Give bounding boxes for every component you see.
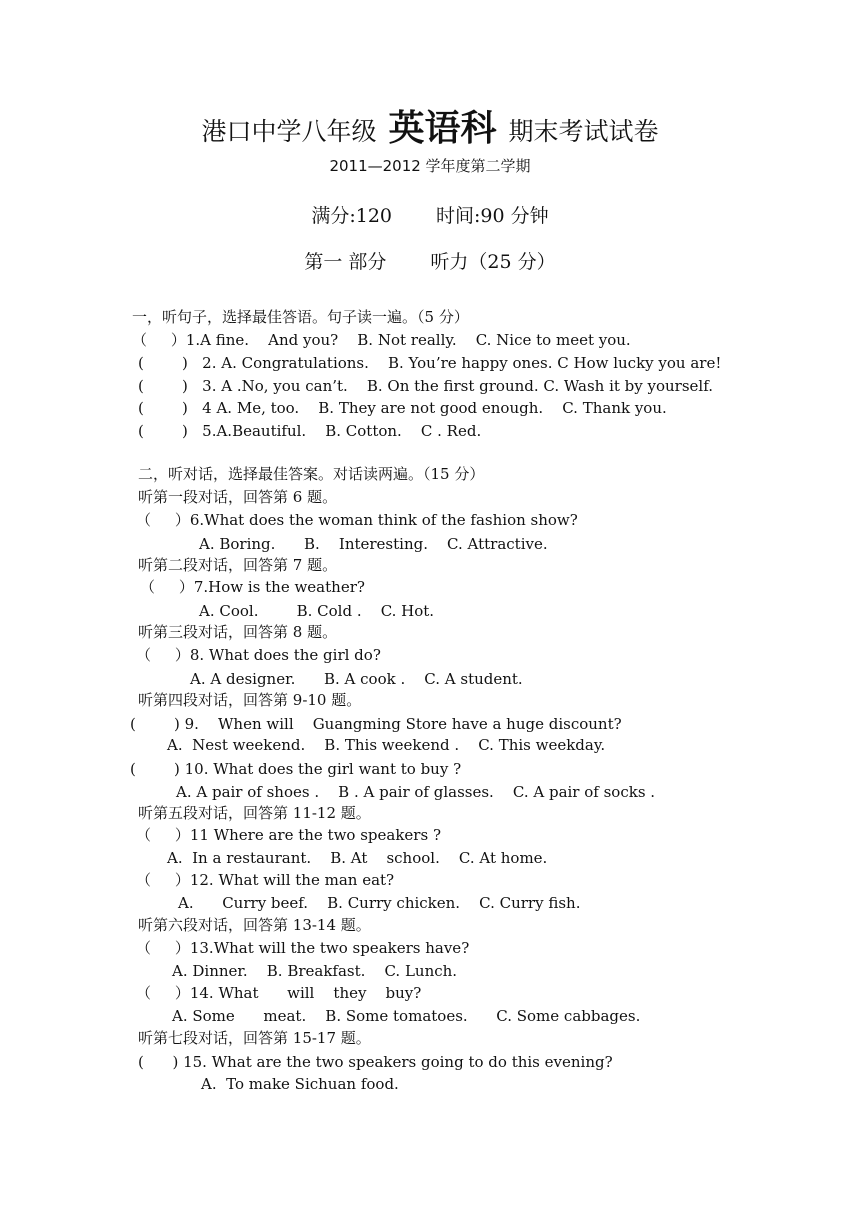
options-line: A. To make Sichuan food. <box>201 1075 399 1093</box>
question-line: （ ）7.How is the weather? <box>140 578 365 596</box>
options-line: A. Nest weekend. B. This weekend . C. This weekday. <box>167 736 606 754</box>
dialogue-heading: 听第六段对话，回答第 13-14 题。 <box>138 916 371 934</box>
exam-title <box>0 106 860 154</box>
dialogue-heading: 听第三段对话，回答第 8 题。 <box>138 623 338 641</box>
question-line: （ ）8. What does the girl do? <box>136 646 381 664</box>
score-time-line <box>0 201 860 228</box>
options-line: A. Dinner. B. Breakfast. C. Lunch. <box>172 962 458 980</box>
dialogue-heading: 听第四段对话，回答第 9-10 题。 <box>138 691 362 709</box>
question-line: ( ) 4 A. Me, too. B. They are not good enough. C. Thank you. <box>138 399 667 417</box>
question-line: ( ) 3. A .No, you can’t. B. On the first ground. C. Wash it by yourself. <box>138 377 714 395</box>
question-line: （ ）1.A fine. And you? B. Not really. C. Nice to meet you. <box>132 331 631 349</box>
school-year: 2011—2012 学年度第二学期 <box>329 157 531 175</box>
question-line: （ ）6.What does the woman think of the fashion show? <box>136 511 578 529</box>
part-name: 听力（25 分） <box>430 251 556 273</box>
part-heading <box>0 247 860 274</box>
question-line: ( ) 5.A.Beautiful. B. Cotton. C . Red. <box>138 422 482 440</box>
question-line: （ ）11 Where are the two speakers ? <box>136 826 441 844</box>
title-subject: 英语科 <box>388 107 497 149</box>
options-line: A. In a restaurant. B. At school. C. At home. <box>167 849 548 867</box>
section-heading: 一，听句子，选择最佳答语。句子读一遍。（5 分） <box>132 308 469 326</box>
question-line: ( ) 10. What does the girl want to buy ? <box>130 760 462 778</box>
question-line: （ ）13.What will the two speakers have? <box>136 939 470 957</box>
full-marks: 满分:120 <box>311 205 393 227</box>
options-line: A. Cool. B. Cold . C. Hot. <box>199 602 435 620</box>
question-line: ( ) 15. What are the two speakers going to do this evening? <box>138 1053 613 1071</box>
question-line: （ ）12. What will the man eat? <box>136 871 395 889</box>
dialogue-heading: 听第七段对话，回答第 15-17 题。 <box>138 1029 371 1047</box>
question-line: （ ）14. What will they buy? <box>136 984 422 1002</box>
options-line: A. Some meat. B. Some tomatoes. C. Some cabbages. <box>172 1007 641 1025</box>
dialogue-heading: 听第一段对话，回答第 6 题。 <box>138 488 338 506</box>
question-line: ( ) 2. A. Congratulations. B. You’re happy ones. C How lucky you are! <box>138 354 722 372</box>
exam-time: 时间:90 分钟 <box>436 205 549 227</box>
dialogue-heading: 听第二段对话，回答第 7 题。 <box>138 556 338 574</box>
section-heading: 二，听对话，选择最佳答案。对话读两遍。（15 分） <box>138 465 485 483</box>
question-line: ( ) 9. When will Guangming Store have a huge discount? <box>130 715 622 733</box>
options-line: A. A pair of shoes . B . A pair of glasses. C. A pair of socks . <box>176 783 656 801</box>
dialogue-heading: 听第五段对话，回答第 11-12 题。 <box>138 804 371 822</box>
part-label: 第一 部分 <box>304 251 387 273</box>
options-line: A. Curry beef. B. Curry chicken. C. Curry fish. <box>178 894 581 912</box>
options-line: A. Boring. B. Interesting. C. Attractive. <box>199 535 548 553</box>
title-right: 期末考试试卷 <box>508 117 659 146</box>
options-line: A. A designer. B. A cook . C. A student. <box>190 670 523 688</box>
title-left: 港口中学八年级 <box>201 117 377 146</box>
